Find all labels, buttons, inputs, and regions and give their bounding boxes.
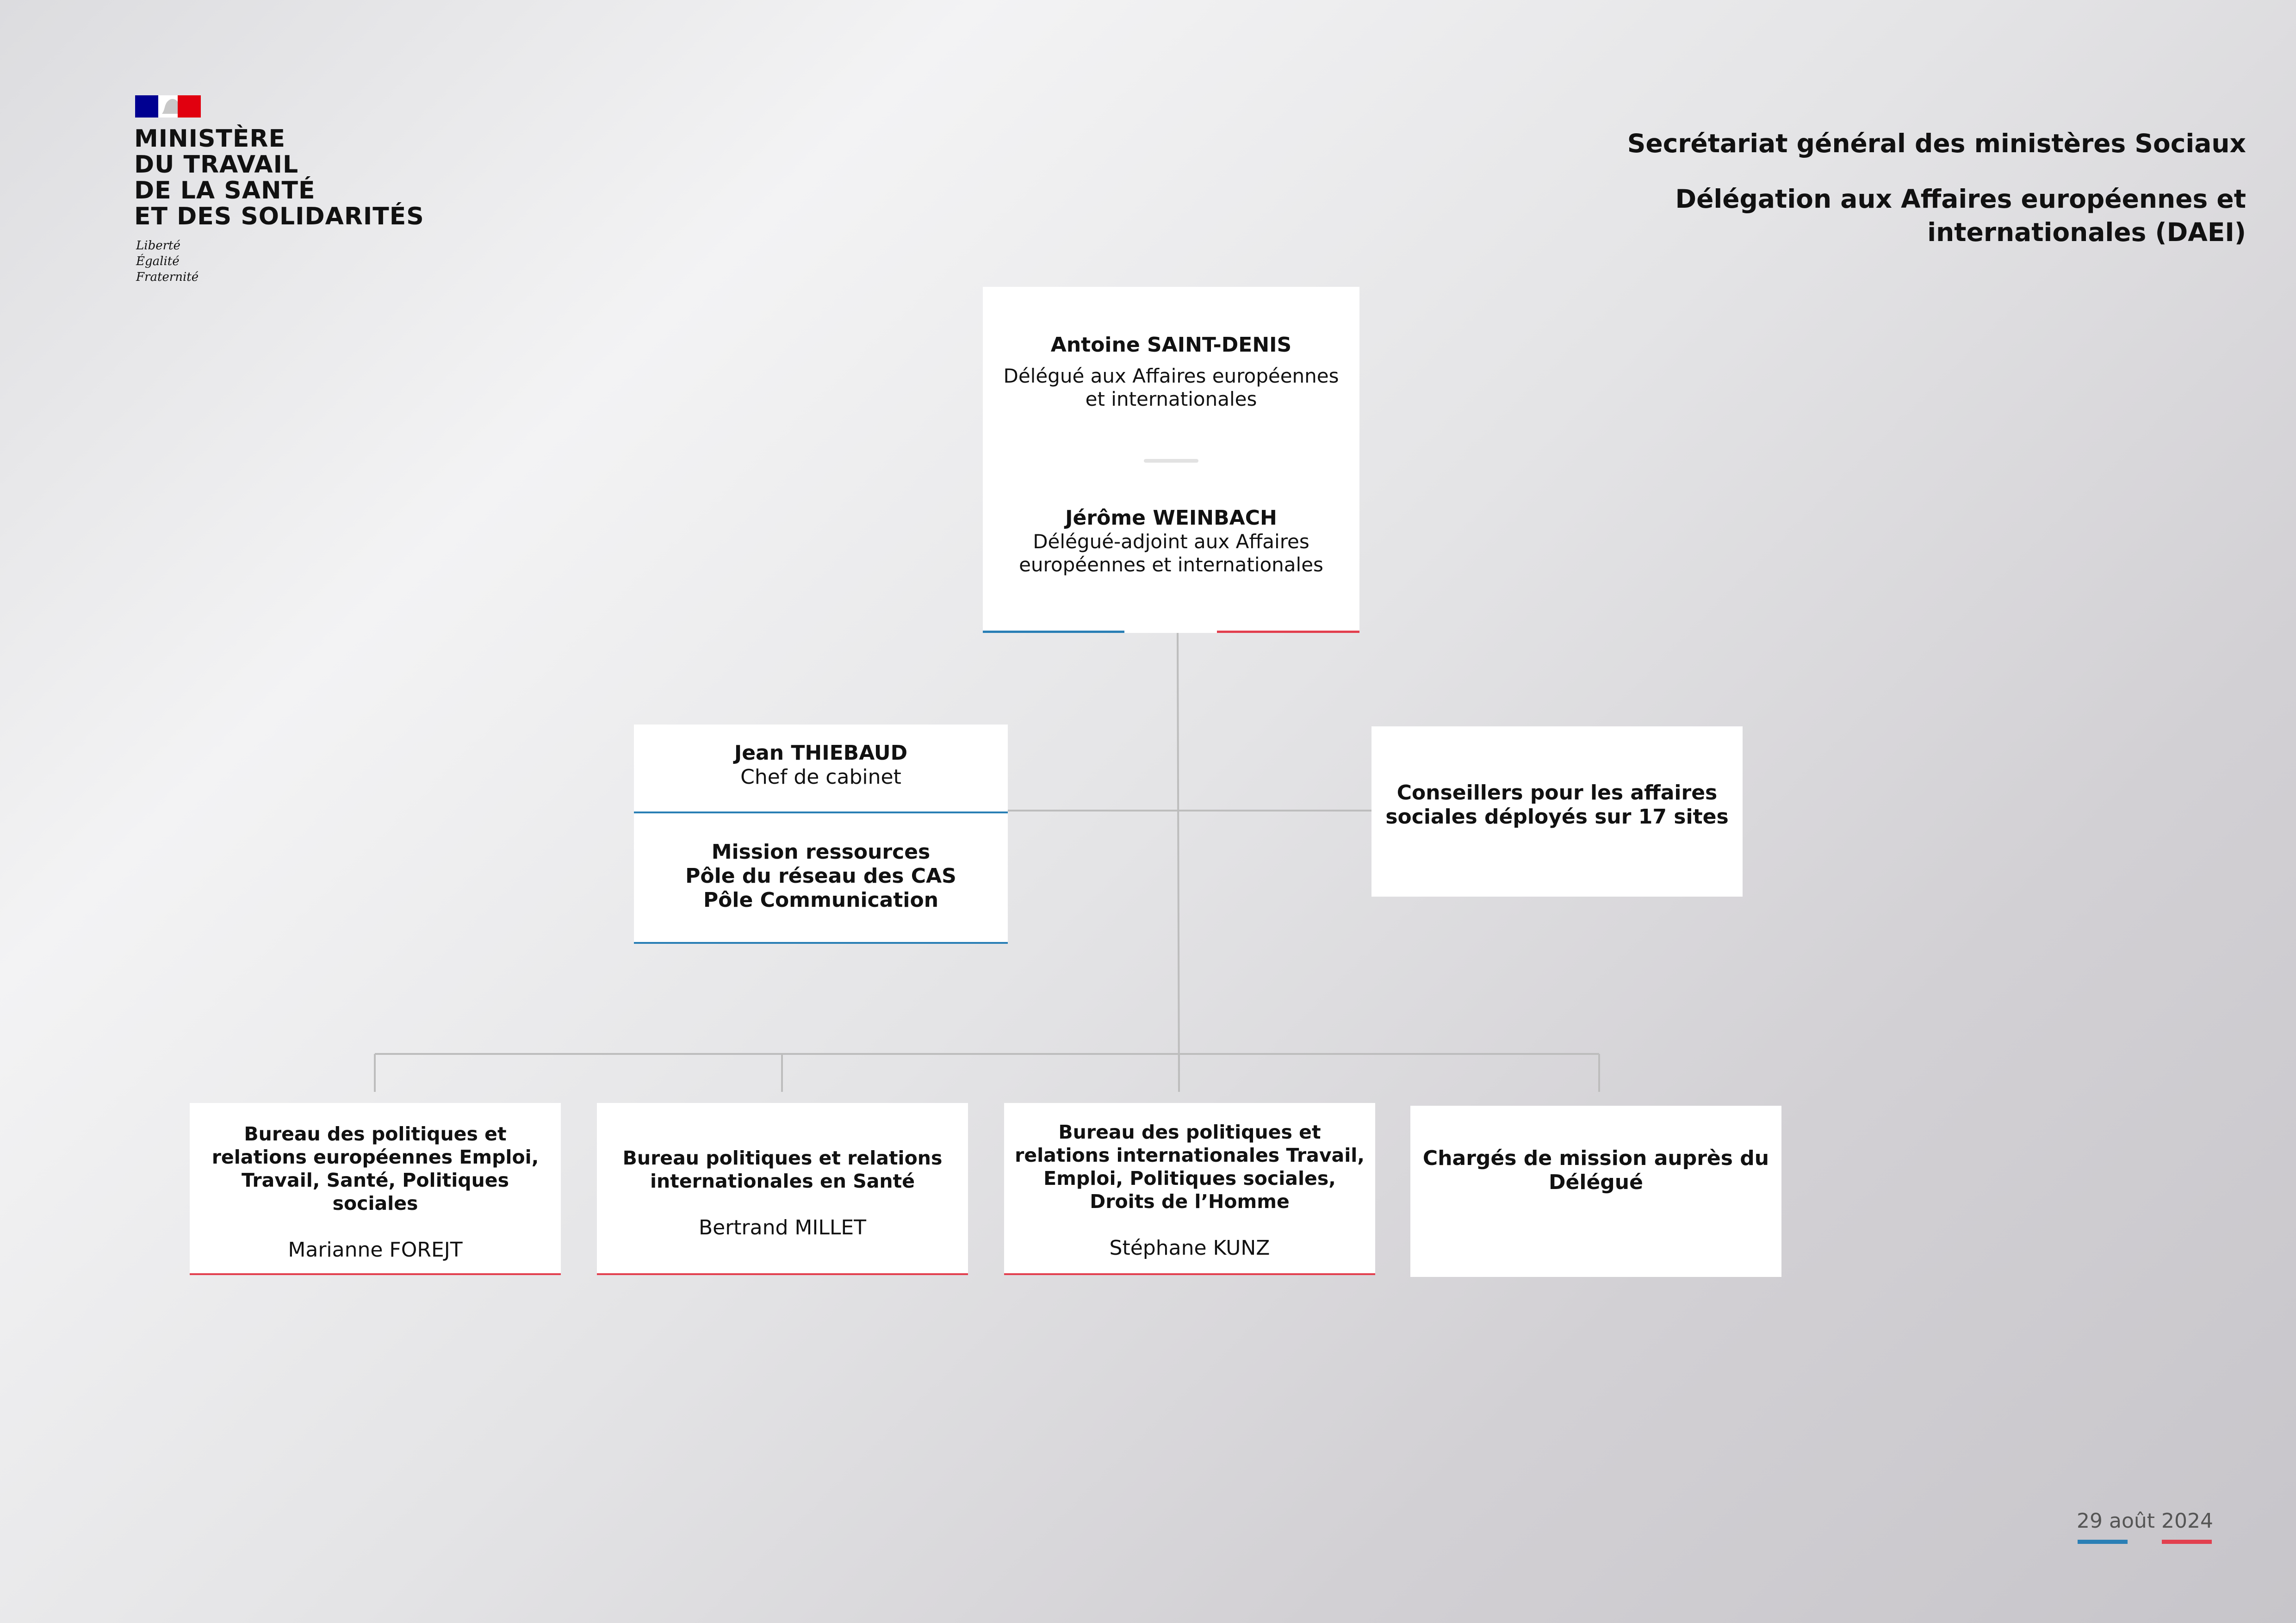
conseillers-line: Conseillers pour les affaires: [1396, 781, 1718, 805]
accent-bar-blue: [983, 631, 1124, 633]
bureau-title-line: Chargés de mission auprès du: [1422, 1146, 1769, 1170]
accent-bar-red: [1217, 631, 1359, 633]
bureau-title-line: Travail, Santé, Politiques: [241, 1169, 509, 1191]
cabinet-role: Chef de cabinet: [740, 765, 901, 789]
bureau-head: Bertrand MILLET: [698, 1216, 867, 1239]
delegue-name: Antoine SAINT-DENIS: [1050, 333, 1292, 357]
chef-de-cabinet-box: [634, 725, 1008, 813]
republic-motto: [136, 238, 199, 285]
conseillers-box: [1371, 726, 1743, 897]
motto-line: Fraternité: [136, 270, 199, 284]
ministry-line: ET DES SOLIDARITÉS: [134, 203, 424, 230]
delegue-role: Délégué aux Affaires européennes et internationales: [1003, 365, 1339, 410]
delegue-box: [983, 287, 1359, 633]
trunk-line: [1178, 633, 1179, 1092]
mission-ressources-box: [634, 813, 1008, 944]
bureau-title-line: relations internationales Travail,: [1015, 1144, 1365, 1166]
conseillers-line: sociales déployés sur 17 sites: [1385, 805, 1729, 829]
bureau-title-line: Emploi, Politiques sociales,: [1043, 1167, 1336, 1189]
motto-line: Liberté: [136, 239, 180, 253]
bureau-title-line: sociales: [332, 1192, 418, 1214]
bureau-title-line: relations européennes Emploi,: [211, 1146, 539, 1168]
delegation-title: [1506, 182, 2246, 249]
bureau-title-line: internationales en Santé: [650, 1170, 915, 1192]
footer-accent-blue: [2078, 1540, 2128, 1544]
delegue-adjoint-role: Délégué-adjoint aux Affaires européennes et internationales: [1019, 530, 1323, 576]
bureau-title-line: Bureau politiques et relations: [622, 1147, 943, 1169]
bureau-europe-box: [190, 1103, 561, 1275]
bureau-sante-box: [597, 1103, 968, 1275]
marianne-flag-icon: [135, 95, 201, 118]
bureau-international-box: [1004, 1103, 1375, 1275]
separator: [1144, 459, 1198, 463]
document-date: 29 août 2024: [2077, 1509, 2213, 1533]
mission-line: Pôle du réseau des CAS: [685, 864, 956, 888]
bureau-title-line: Bureau des politiques et: [244, 1123, 507, 1145]
delegation-title-line: Délégation aux Affaires européennes et: [1675, 184, 2246, 214]
ministry-line: DE LA SANTÉ: [134, 177, 316, 204]
delegue-adjoint-name: Jérôme WEINBACH: [1065, 506, 1277, 530]
bureau-title-line: Délégué: [1549, 1171, 1643, 1194]
bureau-head: Marianne FOREJT: [288, 1238, 463, 1262]
delegation-title-line: internationales (DAEI): [1927, 217, 2246, 247]
ministry-line: MINISTÈRE: [134, 125, 285, 153]
ministry-name: [134, 126, 424, 229]
mission-line: Mission ressources: [711, 840, 931, 864]
footer-accent-red: [2162, 1540, 2212, 1544]
bureau-head: Stéphane KUNZ: [1109, 1236, 1270, 1260]
bureau-title-line: Bureau des politiques et: [1058, 1121, 1321, 1143]
charges-de-mission-box: [1410, 1106, 1781, 1277]
cabinet-name: Jean THIEBAUD: [734, 741, 908, 765]
ministry-line: DU TRAVAIL: [134, 151, 299, 179]
motto-line: Égalité: [136, 254, 180, 268]
bureau-title-line: Droits de l’Homme: [1090, 1190, 1290, 1213]
mission-line: Pôle Communication: [703, 888, 939, 912]
secretariat-title: Secrétariat général des ministères Sociaux: [1627, 129, 2246, 158]
